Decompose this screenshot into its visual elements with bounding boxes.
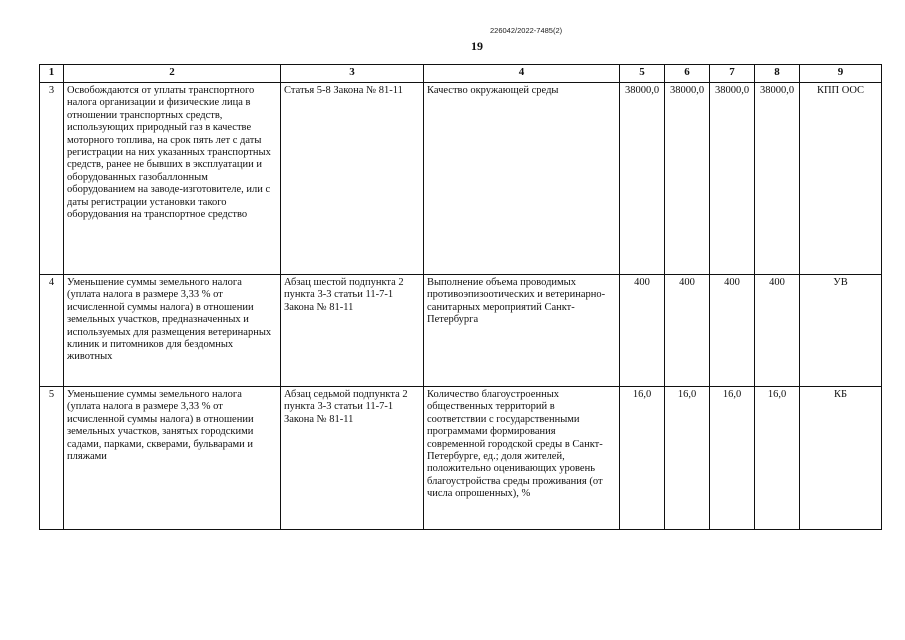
table-row [40, 387, 882, 530]
program-code: УВ [800, 275, 882, 387]
tax-benefits-table [39, 64, 882, 530]
value-cell: 400 [710, 275, 755, 387]
header-col-7: 7 [710, 65, 755, 83]
benefit-description: Освобождаются от уплаты транспортного налога организации и физические лица в отношении транспортных средств, использующих природный газ в качестве моторного топлива, на срок пять лет с даты регистрации на них указанных транспортных средств, ранее не бывших в эксплуатации и оборудованных газобаллонным оборудованием на заводе-изготовителе, или с даты регистрации установки такого оборудования на транспортное средство [64, 83, 281, 275]
legal-basis: Абзац седьмой подпункта 2 пункта 3-3 статьи 11-7-1 Закона № 81-11 [281, 387, 424, 530]
header-col-9: 9 [800, 65, 882, 83]
legal-basis: Статья 5-8 Закона № 81-11 [281, 83, 424, 275]
table-row [40, 275, 882, 387]
page-number: 19 [471, 39, 483, 53]
program-code: КПП ООС [800, 83, 882, 275]
program-code: КБ [800, 387, 882, 530]
value-cell: 16,0 [755, 387, 800, 530]
legal-basis: Абзац шестой подпункта 2 пункта 3-3 статьи 11-7-1 Закона № 81-11 [281, 275, 424, 387]
row-number: 3 [40, 83, 64, 275]
value-cell: 400 [755, 275, 800, 387]
header-col-6: 6 [665, 65, 710, 83]
header-col-1: 1 [40, 65, 64, 83]
header-col-2: 2 [64, 65, 281, 83]
value-cell: 38000,0 [665, 83, 710, 275]
row-number: 4 [40, 275, 64, 387]
value-cell: 38000,0 [710, 83, 755, 275]
value-cell: 16,0 [710, 387, 755, 530]
value-cell: 38000,0 [620, 83, 665, 275]
target-indicator: Качество окружающей среды [424, 83, 620, 275]
target-indicator: Количество благоустроенных общественных территорий в соответствии с государственными программами формирования современной городской среды в Санкт-Петербурге, ед.; доля жителей, положительно оценивающих уровень благоустройства среды проживания (от числа опрошенных), % [424, 387, 620, 530]
target-indicator: Выполнение объема проводимых противоэпизоотических и ветеринарно-санитарных мероприятий Санкт-Петербурга [424, 275, 620, 387]
value-cell: 38000,0 [755, 83, 800, 275]
row-number: 5 [40, 387, 64, 530]
benefit-description: Уменьшение суммы земельного налога (уплата налога в размере 3,33 % от исчисленной суммы налога) в отношении земельных участков, занятых городскими садами, парками, скверами, бульварами и пляжами [64, 387, 281, 530]
header-col-4: 4 [424, 65, 620, 83]
value-cell: 400 [665, 275, 710, 387]
value-cell: 400 [620, 275, 665, 387]
value-cell: 16,0 [665, 387, 710, 530]
document-id: 226042/2022-7485(2) [490, 26, 563, 35]
value-cell: 16,0 [620, 387, 665, 530]
header-col-5: 5 [620, 65, 665, 83]
header-col-3: 3 [281, 65, 424, 83]
benefit-description: Уменьшение суммы земельного налога (уплата налога в размере 3,33 % от исчисленной суммы налога) в отношении земельных участков, предназначенных и используемых для размещения ветеринарных клиник и питомников для бездомных животных [64, 275, 281, 387]
header-col-8: 8 [755, 65, 800, 83]
header-row [40, 65, 882, 83]
table-row [40, 83, 882, 275]
